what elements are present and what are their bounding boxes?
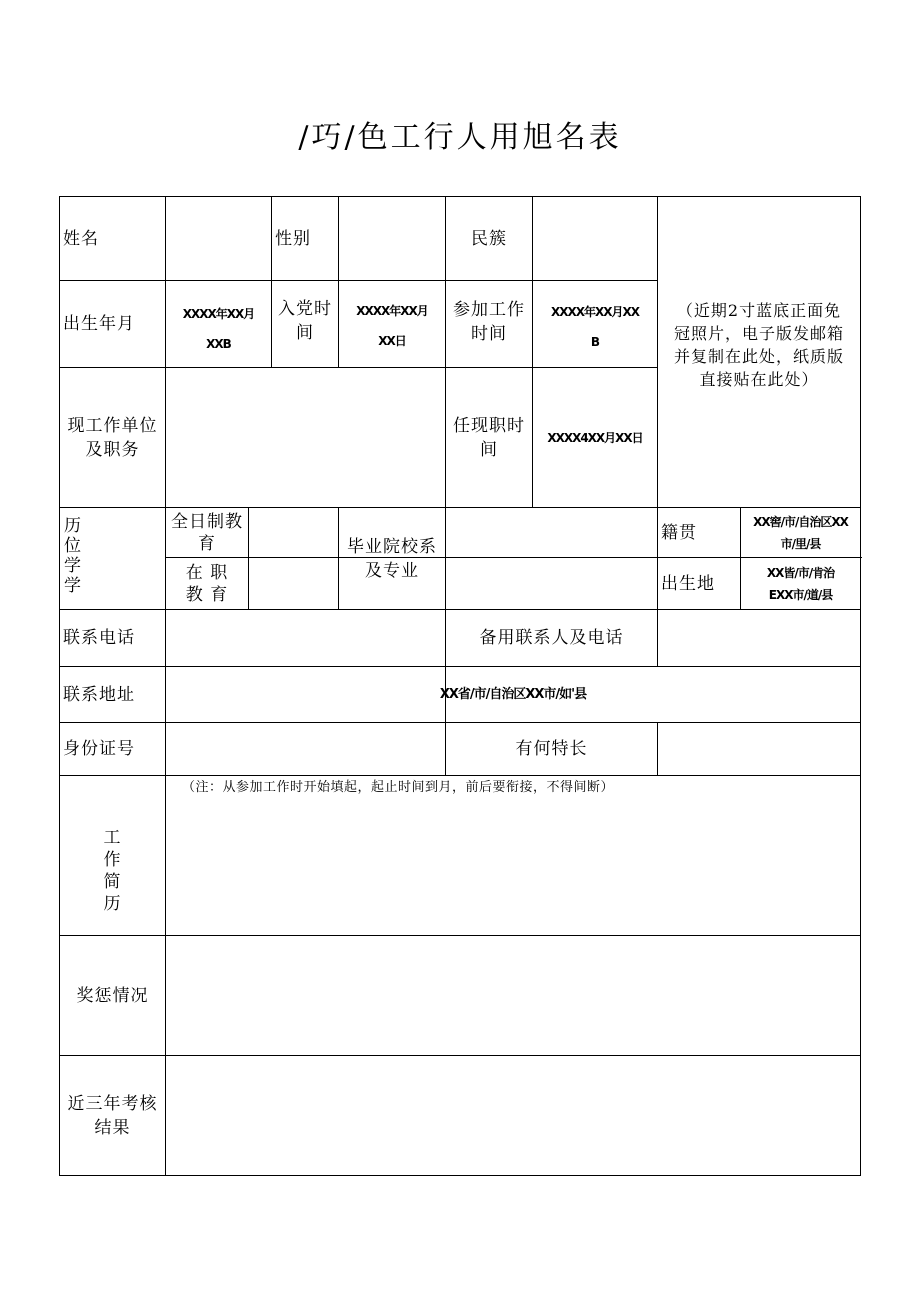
awards-label: 奖惩情况 (76, 985, 149, 1006)
backup-contact-label: 备用联系人及电话 (479, 628, 624, 648)
party-join-value-line: XX日 (378, 334, 406, 348)
phone-label: 联系电话 (63, 628, 135, 648)
current-unit-label: 现工作单位 及职务 (67, 415, 158, 460)
photo-note-line: 冠照片，电子版发邮箱 (673, 324, 844, 343)
fulltime-school-field[interactable] (446, 508, 657, 557)
gender-field[interactable] (339, 197, 445, 280)
specialty-field[interactable] (658, 723, 860, 775)
inservice-education-label: 在 职 教 育 (185, 562, 229, 605)
native-place-value-line: 市/里/县 (780, 536, 821, 551)
ethnicity-label: 民簇 (471, 228, 507, 249)
birthplace-value-line: XX皆/市/肯治 (766, 565, 835, 580)
table-border (59, 1175, 861, 1176)
resume-note: （注：从参加工作时开始填起，起止时间到月，前后要衔接，不得间断） (182, 780, 615, 795)
fulltime-education-label: 全日制教 育 (171, 511, 243, 554)
backup-contact-field[interactable] (658, 610, 860, 666)
current-post-label: 任现职时 间 (453, 415, 525, 460)
native-place-field[interactable] (741, 508, 860, 557)
assessment-field[interactable] (166, 1056, 860, 1175)
work-resume-field[interactable] (182, 778, 858, 933)
assessment-label: 近三年考核 结果 (67, 1093, 158, 1138)
native-place-label: 籍贯 (661, 522, 697, 543)
birthplace-field[interactable] (741, 558, 860, 609)
gender-label: 性别 (275, 228, 311, 249)
phone-field[interactable] (166, 610, 445, 666)
party-join-field[interactable] (339, 281, 445, 367)
work-start-value-line: XXXX年XX月XX (550, 305, 640, 319)
current-unit-field[interactable] (166, 368, 445, 507)
work-resume-label: 工 作 简 历 (103, 827, 122, 914)
name-label: 姓名 (63, 228, 99, 249)
party-join-value-line: XXXX年XX月 (356, 304, 428, 318)
table-border (860, 196, 861, 1176)
photo-note-line: 直接贴在此处） (699, 370, 819, 389)
awards-field[interactable] (166, 936, 860, 1055)
work-start-field[interactable] (533, 281, 657, 367)
native-place-value-line: XX窖/市/自治区XX (753, 514, 848, 529)
id-number-field[interactable] (166, 723, 445, 775)
page-title: /巧/色工行人用旭名表 (298, 120, 622, 155)
birth-field[interactable] (166, 281, 271, 367)
birthplace-label: 出生地 (661, 573, 715, 594)
work-start-value-line: B (590, 335, 600, 349)
birth-label: 出生年月 (63, 314, 135, 334)
photo-placeholder[interactable] (658, 197, 860, 507)
current-post-field[interactable]: XXXX4XX月XX日 (547, 430, 643, 445)
specialty-label: 有何特长 (515, 739, 588, 759)
party-join-label: 入党时 间 (278, 299, 332, 343)
address-field[interactable]: XX省/市/自治区XX市/如'县 (439, 686, 587, 702)
birth-value-line: XXB (206, 337, 231, 351)
address-label: 联系地址 (63, 684, 135, 705)
photo-note-line: （近期2寸蓝底正面免 (676, 301, 842, 320)
work-start-label: 参加工作 时间 (453, 300, 525, 344)
school-major-label: 毕业院校系 及专业 (347, 536, 437, 581)
fulltime-education-field[interactable] (249, 508, 338, 557)
id-number-label: 身份证号 (63, 739, 135, 759)
inservice-school-field[interactable] (446, 558, 657, 609)
inservice-education-field[interactable] (249, 558, 338, 609)
birthplace-value-line: EXX市/道/县 (768, 587, 833, 602)
photo-note-line: 并复制在此处，纸质版 (673, 347, 844, 366)
ethnicity-field[interactable] (533, 197, 657, 280)
birth-value-line: XXXX年XX月 (182, 307, 255, 321)
name-field[interactable] (166, 197, 271, 280)
education-label: 历 位 学 学 (64, 516, 82, 596)
table-rule (59, 775, 861, 776)
